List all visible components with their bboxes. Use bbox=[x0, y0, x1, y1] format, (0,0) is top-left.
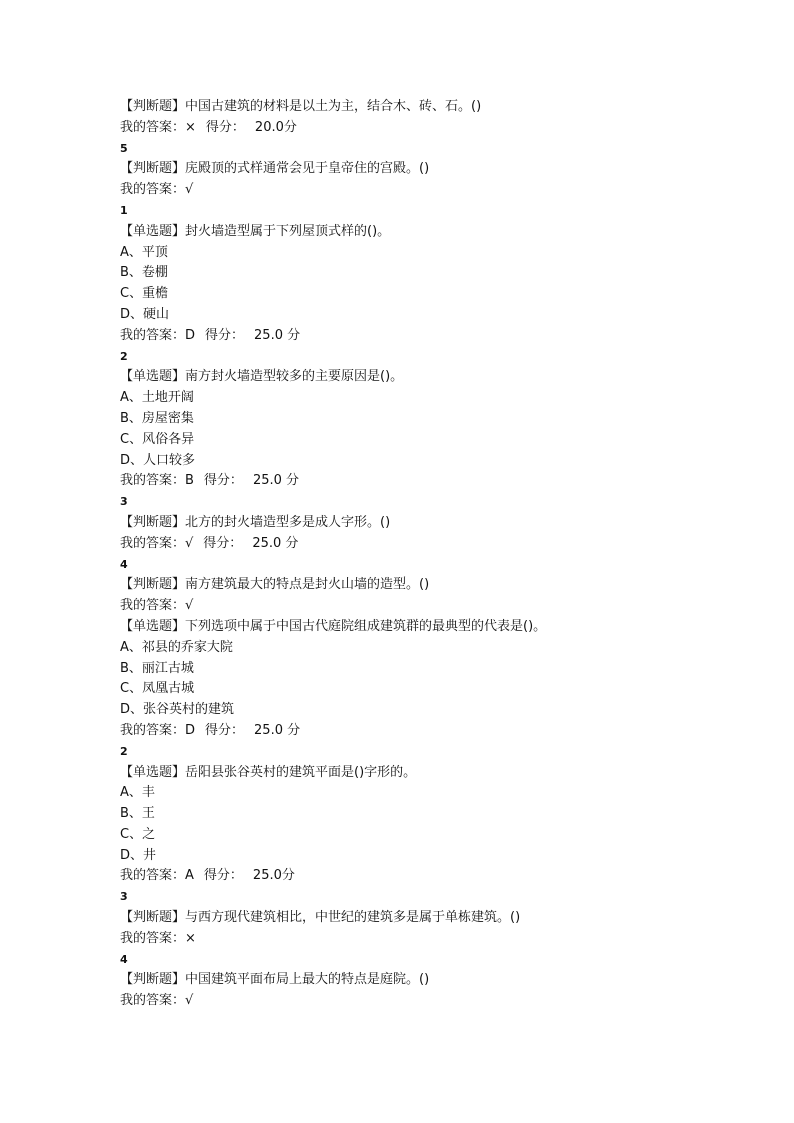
question-text: 【单选题】岳阳县张谷英村的建筑平面是()字形的。 bbox=[120, 764, 417, 780]
question-text: 【判断题】北方的封火墙造型多是成人字形。() bbox=[120, 514, 391, 530]
my-answer: 我的答案：× bbox=[120, 930, 196, 946]
my-answer: 我的答案：D bbox=[120, 722, 196, 738]
my-answer: 我的答案：D bbox=[120, 327, 196, 343]
answer-option: D、井 bbox=[120, 847, 157, 863]
question-number: 3 bbox=[120, 495, 128, 509]
answer-option: C、之 bbox=[120, 826, 156, 842]
question-text: 【判断题】与西方现代建筑相比，中世纪的建筑多是属于单栋建筑。() bbox=[120, 910, 521, 926]
answer-line bbox=[120, 929, 760, 950]
question-number: 4 bbox=[120, 952, 128, 966]
answer-line bbox=[120, 596, 760, 617]
answer-option: C、风俗各异 bbox=[120, 431, 195, 447]
question-number: 3 bbox=[120, 890, 128, 904]
my-answer: 我的答案：× bbox=[120, 119, 196, 135]
answer-line bbox=[120, 991, 760, 1012]
answer-option: D、人口较多 bbox=[120, 452, 196, 468]
my-answer: 我的答案：√ bbox=[120, 598, 194, 614]
question-text: 【判断题】庑殿顶的式样通常会见于皇帝住的宫殿。() bbox=[120, 161, 430, 177]
my-answer: 我的答案：√ bbox=[120, 993, 194, 1009]
answer-line bbox=[120, 326, 760, 347]
my-answer: 我的答案：B bbox=[120, 473, 194, 489]
my-answer: 我的答案：A bbox=[120, 868, 194, 884]
answer-option: C、凤凰古城 bbox=[120, 681, 195, 697]
my-answer: 我的答案：√ bbox=[120, 182, 194, 198]
question-number: 4 bbox=[120, 557, 128, 571]
question-text: 【判断题】南方建筑最大的特点是封火山墙的造型。() bbox=[120, 577, 430, 593]
answer-line bbox=[120, 180, 760, 201]
answer-option: A、祁县的乔家大院 bbox=[120, 639, 233, 655]
question-number: 5 bbox=[120, 141, 128, 155]
question-text: 【单选题】南方封火墙造型较多的主要原因是()。 bbox=[120, 369, 404, 385]
question-text: 【判断题】中国古建筑的材料是以土为主，结合木、砖、石。() bbox=[120, 99, 482, 114]
score-value: 25.0 分 bbox=[252, 535, 299, 551]
answer-line bbox=[120, 866, 760, 887]
score-value: 25.0 分 bbox=[254, 722, 301, 738]
score-value: 20.0分 bbox=[254, 119, 297, 135]
question-number: 2 bbox=[120, 349, 128, 363]
answer-option: B、房屋密集 bbox=[120, 410, 194, 426]
answer-option: B、王 bbox=[120, 806, 155, 822]
answer-line bbox=[120, 721, 760, 742]
score-value: 25.0分 bbox=[252, 868, 295, 884]
score-value: 25.0 分 bbox=[254, 327, 301, 343]
answer-option: D、张谷英村的建筑 bbox=[120, 702, 235, 718]
answer-option: A、平顶 bbox=[120, 244, 168, 260]
question-text: 【单选题】封火墙造型属于下列屋顶式样的()。 bbox=[120, 223, 391, 239]
score-label: 得分： bbox=[205, 119, 245, 135]
answer-option: A、丰 bbox=[120, 785, 155, 801]
answer-line bbox=[120, 471, 760, 492]
answer-option: D、硬山 bbox=[120, 306, 170, 322]
score-label: 得分： bbox=[203, 868, 243, 884]
quiz-answer-document bbox=[120, 97, 760, 1012]
answer-option: A、土地开阔 bbox=[120, 390, 194, 406]
score-value: 25.0 分 bbox=[252, 473, 300, 489]
question-text: 【单选题】下列选项中属于中国古代庭院组成建筑群的最典型的代表是()。 bbox=[120, 618, 547, 634]
question-number: 1 bbox=[120, 203, 128, 217]
score-label: 得分： bbox=[205, 722, 245, 738]
answer-line bbox=[120, 118, 760, 139]
my-answer: 我的答案：√ bbox=[120, 535, 194, 551]
answer-option: B、卷棚 bbox=[120, 265, 168, 281]
question-number: 2 bbox=[120, 744, 128, 758]
question-text: 【判断题】中国建筑平面布局上最大的特点是庭院。() bbox=[120, 972, 430, 988]
answer-option: C、重檐 bbox=[120, 286, 169, 302]
score-label: 得分： bbox=[203, 535, 243, 551]
answer-line bbox=[120, 534, 760, 555]
answer-option: B、丽江古城 bbox=[120, 660, 194, 676]
score-label: 得分： bbox=[203, 473, 243, 489]
score-label: 得分： bbox=[205, 327, 245, 343]
